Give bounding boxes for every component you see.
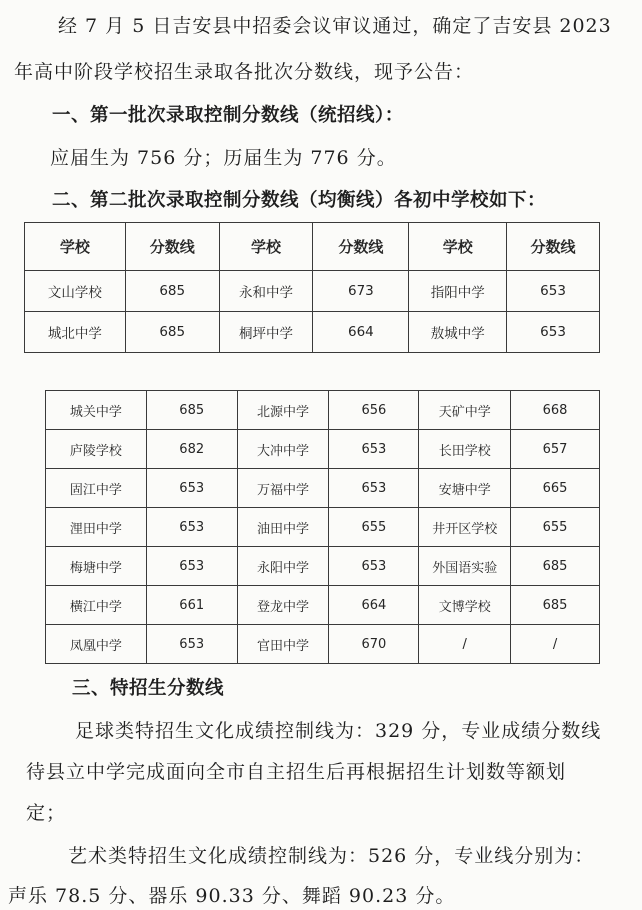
- score-table-1: [24, 222, 600, 353]
- table-cell: /: [419, 625, 511, 664]
- table-cell: 685: [125, 312, 219, 353]
- section1-title: 一、第一批次录取控制分数线（统招线）：: [52, 105, 404, 126]
- table-cell: 永和中学: [219, 271, 313, 312]
- table-row: [46, 625, 600, 664]
- table-header-cell: 学校: [409, 223, 507, 271]
- intro-line-2: 年高中阶段学校招生录取各批次分数线，现予公告：: [14, 61, 475, 83]
- table-cell: 永阳中学: [237, 547, 329, 586]
- table-cell: 665: [511, 469, 600, 508]
- table-header-cell: 分数线: [313, 223, 409, 271]
- table-cell: 北源中学: [237, 391, 329, 430]
- table-cell: 固江中学: [46, 469, 147, 508]
- table-row: [46, 547, 600, 586]
- table-cell: 653: [507, 312, 600, 353]
- table-row: [46, 508, 600, 547]
- table-cell: 梅塘中学: [46, 547, 147, 586]
- section3-p2-line-1: 艺术类特招生文化成绩控制线为：526 分，专业线分别为：: [68, 845, 595, 867]
- table-cell: 664: [313, 312, 409, 353]
- table-cell: 682: [146, 430, 237, 469]
- table-cell: 安塘中学: [419, 469, 511, 508]
- table-row: [25, 312, 600, 353]
- table-cell: 外国语实验: [419, 547, 511, 586]
- table-cell: 城关中学: [46, 391, 147, 430]
- table-cell: 655: [329, 508, 419, 547]
- table-cell: 万福中学: [237, 469, 329, 508]
- table-header-cell: 学校: [25, 223, 126, 271]
- table-cell: 浬田中学: [46, 508, 147, 547]
- table-cell: 685: [146, 391, 237, 430]
- table-row: [46, 586, 600, 625]
- table-cell: 横江中学: [46, 586, 147, 625]
- table-header-row: [25, 223, 600, 271]
- section3-p2-line-2: 声乐 78.5 分、器乐 90.33 分、舞蹈 90.23 分。: [8, 885, 456, 907]
- table-cell: 668: [511, 391, 600, 430]
- table-header-cell: 分数线: [507, 223, 600, 271]
- section3-title: 三、特招生分数线: [72, 678, 225, 699]
- table-cell: 653: [146, 469, 237, 508]
- table-cell: 685: [511, 547, 600, 586]
- table-cell: 官田中学: [237, 625, 329, 664]
- table-cell: 文博学校: [419, 586, 511, 625]
- section2-title: 二、第二批次录取控制分数线（均衡线）各初中学校如下：: [52, 190, 547, 211]
- section1-text: 应届生为 756 分；历届生为 776 分。: [50, 147, 397, 169]
- section3-p1-line-2: 待县立中学完成面向全市自主招生后再根据招生计划数等额划: [26, 761, 567, 783]
- table-row: [46, 469, 600, 508]
- table-cell: 653: [329, 469, 419, 508]
- intro-line-1: 经 7 月 5 日吉安县中招委会议审议通过，确定了吉安县 2023: [58, 15, 612, 37]
- table-cell: 指阳中学: [409, 271, 507, 312]
- table-row: [46, 430, 600, 469]
- table-row: [46, 391, 600, 430]
- table-cell: 653: [507, 271, 600, 312]
- table-cell: 653: [329, 430, 419, 469]
- table-cell: 登龙中学: [237, 586, 329, 625]
- section3-p1-line-1: 足球类特招生文化成绩控制线为：329 分，专业成绩分数线: [75, 720, 602, 742]
- table-cell: 桐坪中学: [219, 312, 313, 353]
- section3-p1-line-3: 定；: [26, 802, 67, 824]
- table-cell: 天矿中学: [419, 391, 511, 430]
- table-cell: 庐陵学校: [46, 430, 147, 469]
- table-cell: 长田学校: [419, 430, 511, 469]
- table-cell: 井开区学校: [419, 508, 511, 547]
- table-cell: 657: [511, 430, 600, 469]
- table-cell: 653: [146, 508, 237, 547]
- table-cell: 664: [329, 586, 419, 625]
- table-cell: 656: [329, 391, 419, 430]
- table-cell: 655: [511, 508, 600, 547]
- table-header-cell: 分数线: [125, 223, 219, 271]
- table-cell: 653: [146, 625, 237, 664]
- table-cell: 653: [329, 547, 419, 586]
- table-cell: 大冲中学: [237, 430, 329, 469]
- table-cell: 文山学校: [25, 271, 126, 312]
- table-cell: 653: [146, 547, 237, 586]
- table-cell: 685: [125, 271, 219, 312]
- table-cell: /: [511, 625, 600, 664]
- table-cell: 670: [329, 625, 419, 664]
- table-header-cell: 学校: [219, 223, 313, 271]
- score-table-2: [45, 390, 600, 664]
- table-cell: 敖城中学: [409, 312, 507, 353]
- table-cell: 城北中学: [25, 312, 126, 353]
- table-row: [25, 271, 600, 312]
- table-cell: 油田中学: [237, 508, 329, 547]
- table-cell: 凤凰中学: [46, 625, 147, 664]
- table-cell: 661: [146, 586, 237, 625]
- table-cell: 685: [511, 586, 600, 625]
- table-cell: 673: [313, 271, 409, 312]
